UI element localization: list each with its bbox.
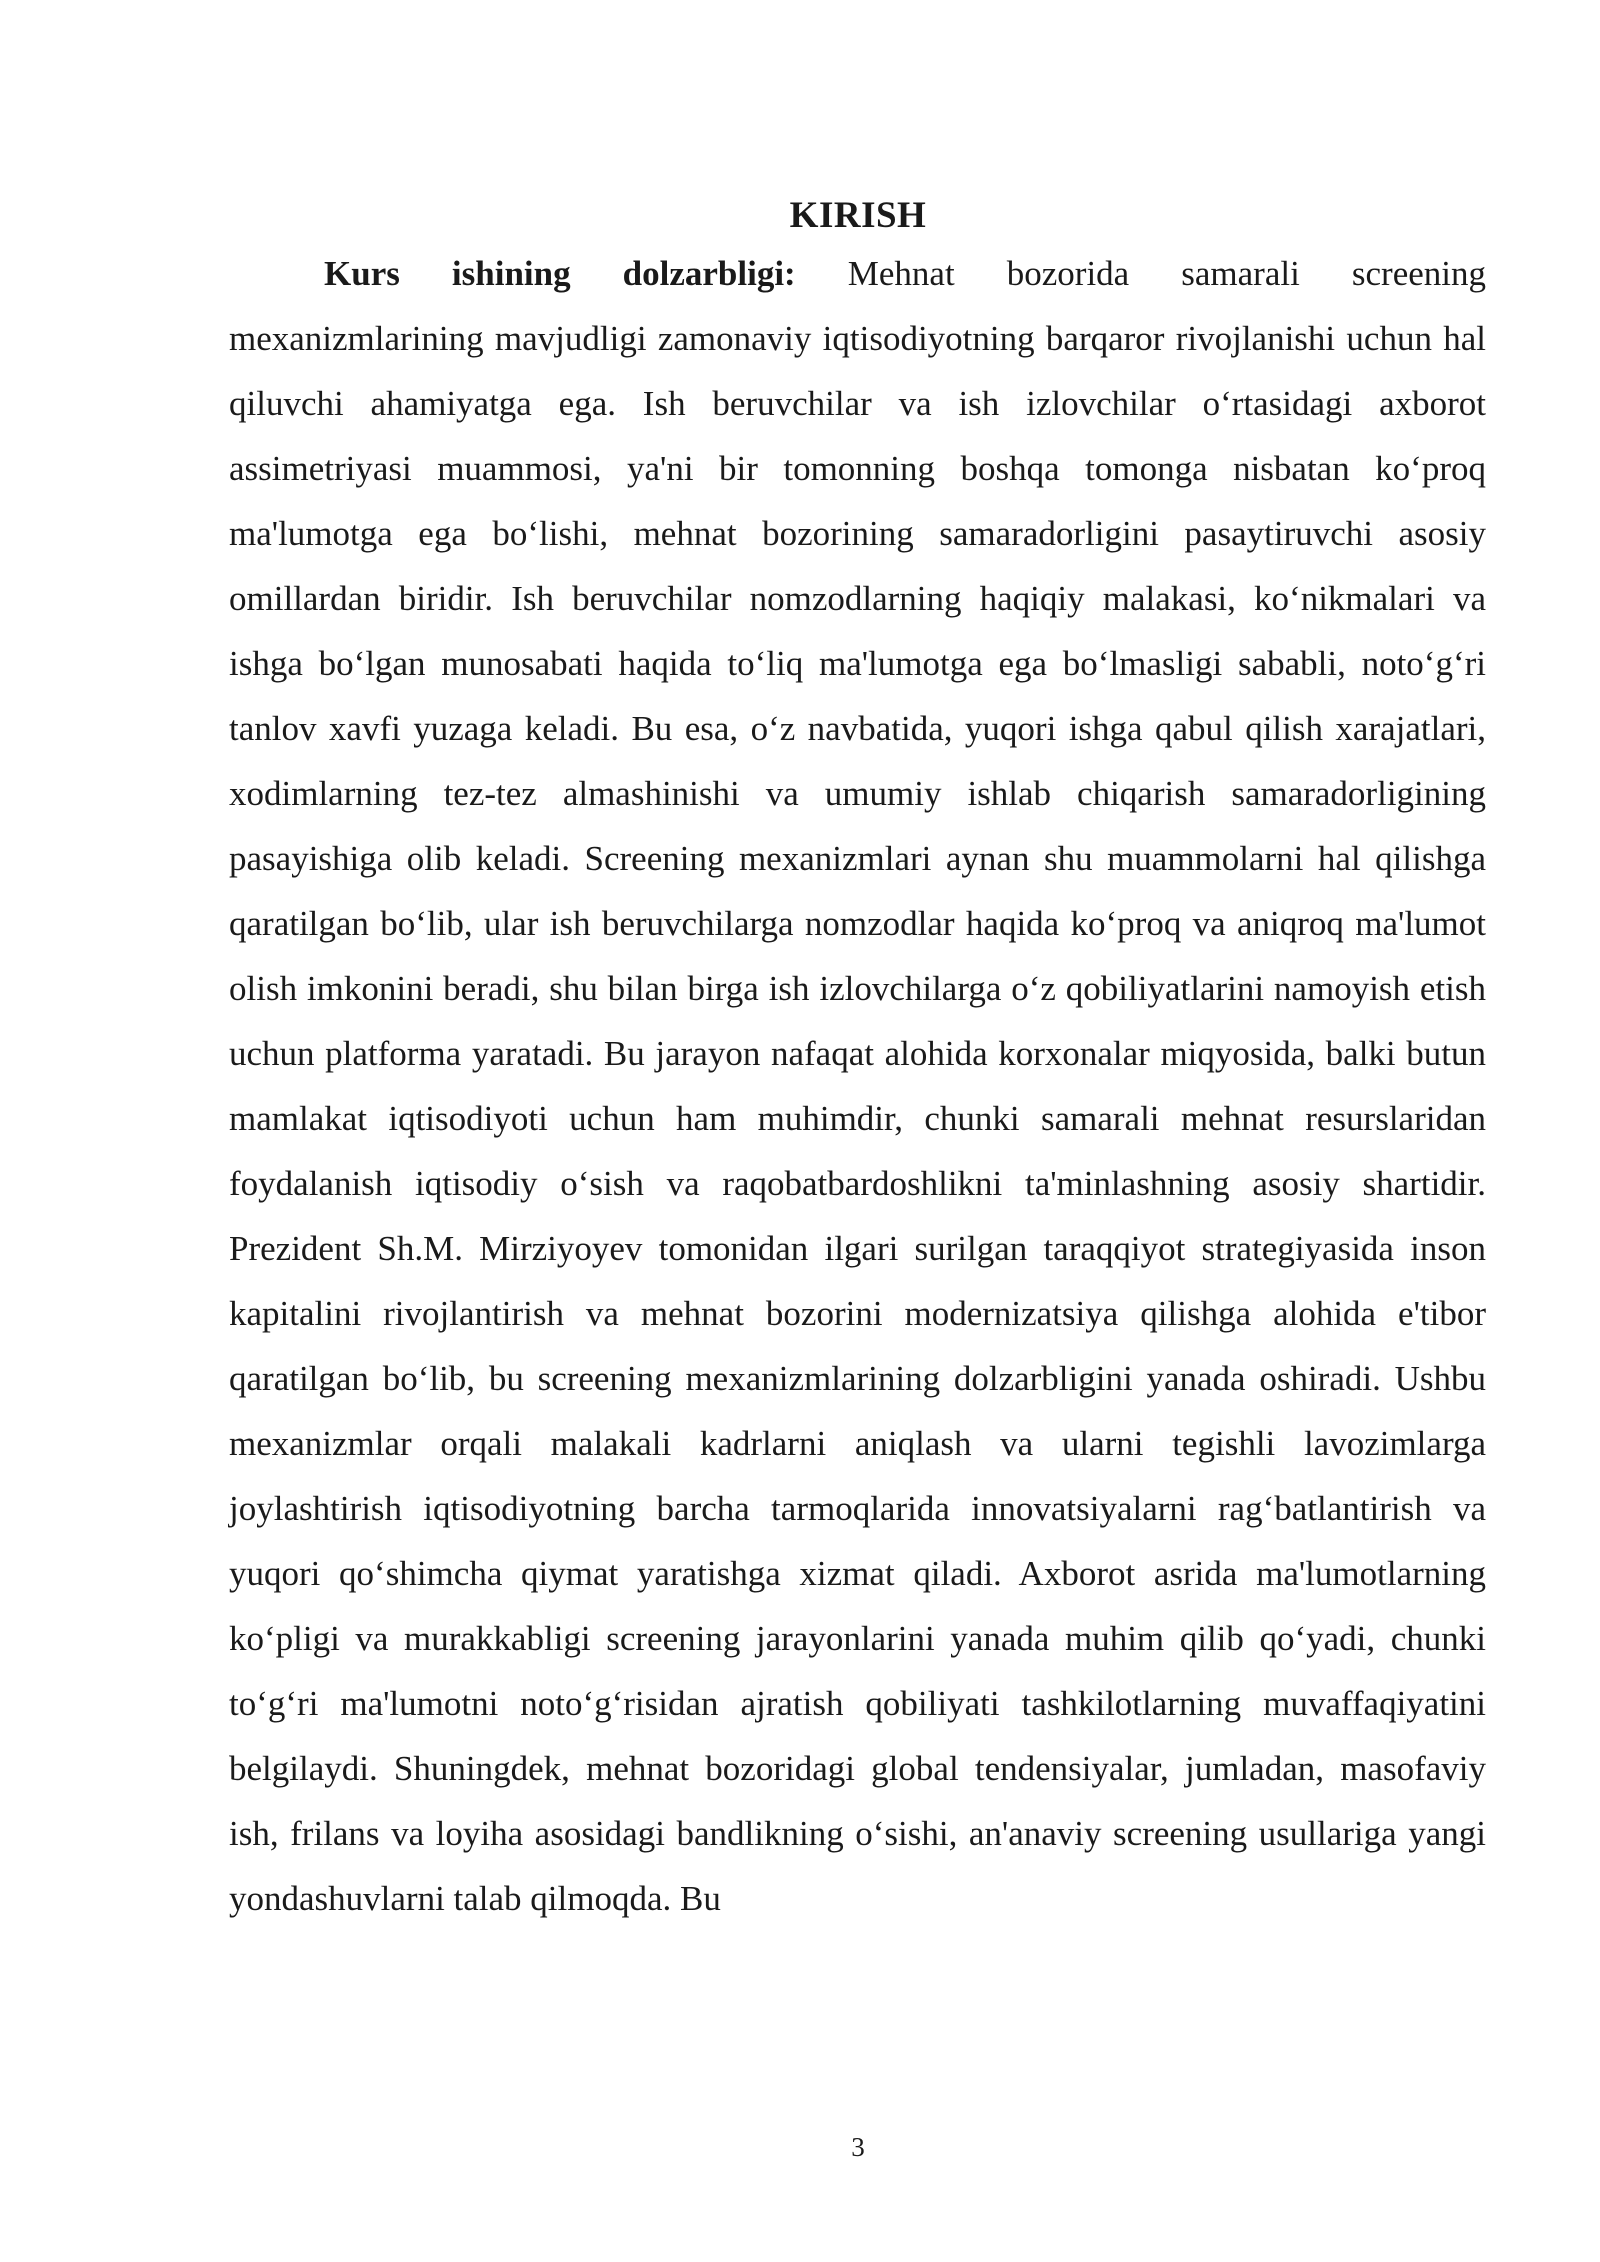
section-title: KIRISH	[789, 195, 927, 236]
page-number: 3	[851, 2132, 865, 2162]
paragraph-text: Mehnat bozorida samarali screening mexanizmlarining mavjudligi zamonaviy iqtisodiyotning barqaror rivojlanishi uchun hal qiluvchi ahamiyatga ega. Ish beruvchilar va ish izlovchilar oʻrtasidagi axborot assimetriyasi muammosi, ya'ni bir tomonning boshqa tomonga nisbatan koʻproq ma'lumotga ega boʻlishi, mehnat bozorining samaradorligini pasaytiruvchi asosiy omillardan biridir. Ish beruvchilar nomzodlarning haqiqiy malakasi, koʻnikmalari va ishga boʻlgan munosabati haqida toʻliq ma'lumotga ega boʻlmasligi sababli, notoʻgʻri tanlov xavfi yuzaga keladi. Bu esa, oʻz navbatida, yuqori ishga qabul qilish xarajatlari, xodimlarning tez-tez almashinishi va umumiy ishlab chiqarish samaradorligining pasayishiga olib keladi. Screening mexanizmlari aynan shu muammolarni hal qilishga qaratilgan boʻlib, ular ish beruvchilarga nomzodlar haqida koʻproq va aniqroq ma'lumot olish imkonini beradi, shu bilan birga ish izlovchilarga oʻz qobiliyatlarini namoyish etish uchun platforma yaratadi. Bu jarayon nafaqat alohida korxonalar miqyosida, balki butun mamlakat iqtisodiyoti uchun ham muhimdir, chunki samarali mehnat resurslaridan foydalanish iqtisodiy oʻsish va raqobatbardoshlikni ta'minlashning asosiy shartidir. Prezident Sh.M. Mirziyoyev tomonidan ilgari surilgan taraqqiyot strategiyasida inson kapitalini rivojlantirish va mehnat bozorini modernizatsiya qilishga alohida e'tibor qaratilgan boʻlib, bu screening mexanizmlarining dolzarbligini yanada oshiradi. Ushbu mexanizmlar orqali malakali kadrlarni aniqlash va ularni tegishli lavozimlarga joylashtirish iqtisodiyotning barcha tarmoqlarida innovatsiyalarni ragʻbatlantirish va yuqori qoʻshimcha qiymat yaratishga xizmat qiladi. Axborot asrida ma'lumotlarning koʻpligi va murakkabligi screening jarayonlarini yanada muhim qilib qoʻyadi, chunki toʻgʻri ma'lumotni notoʻgʻrisidan ajratish qobiliyati tashkilotlarning muvaffaqiyatini belgilaydi. Shuningdek, mehnat bozoridagi global tendensiyalar, jumladan, masofaviy ish, frilans va loyiha asosidagi bandlikning oʻsishi, an'anaviy screening usullariga yangi yondashuvlarni talab qilmoqda. Bu	[229, 254, 1486, 1918]
body-paragraph	[229, 241, 1486, 1931]
paragraph-lead: Kurs ishining dolzarbligi:	[324, 254, 796, 293]
